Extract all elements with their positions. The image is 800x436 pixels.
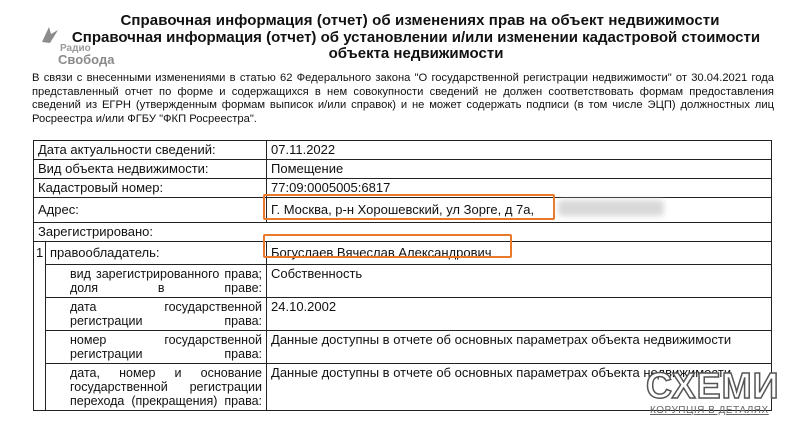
table-row xyxy=(34,160,772,179)
type-value: Помещение xyxy=(267,160,772,179)
intro-paragraph: В связи с внесенными изменениями в статью 62 Федерального закона "О государственной регистрации недвижимости" от 30.04.2021 года представленный отчет по форме и содержащихся в нем совокупности сведений не должен соответствовать формам предоставления сведений из ЕГРН (утвержденным формам выписок и/или справок) и не может содержать подписи (в том числе ЭЦП) должностных лиц Росреестра и/или ФГБУ "ФКП Росреестра". xyxy=(32,72,774,125)
table-row xyxy=(34,330,772,363)
cadastral-value: 77:09:0005005:6817 xyxy=(267,179,772,198)
row-number: 1 xyxy=(34,242,46,265)
address-value: Г. Москва, р-н Хорошевский, ул Зорге, д 7а, xyxy=(267,198,772,223)
registered-label: Зарегистрировано: xyxy=(34,223,772,242)
table-row xyxy=(34,223,772,242)
address-label: Адрес: xyxy=(34,198,267,223)
type-label: Вид объекта недвижимости: xyxy=(34,160,267,179)
table-row xyxy=(34,242,772,265)
watermark-tagline: КОРУПЦІЯ В ДЕТАЛЯХ xyxy=(650,405,769,416)
table-row xyxy=(34,264,772,297)
cadastral-label: Кадастровый номер: xyxy=(34,179,267,198)
owner-label: правообладатель: xyxy=(46,242,267,265)
reg-number-value: Данные доступны в отчете об основных параметрах объекта недвижимости xyxy=(267,330,772,363)
reg-date-value: 24.10.2002 xyxy=(267,297,772,330)
logo-name: Свобода xyxy=(58,52,115,67)
transfer-label: дата, номер и основание государственной регистрации перехода (прекращения) права: xyxy=(46,363,267,410)
document-title-1: Справочная информация (отчет) об изменениях прав на объект недвижимости xyxy=(120,12,720,29)
transfer-value: Данные доступны в отчете об основных параметрах объекта недвижимости xyxy=(267,363,772,410)
date-value: 07.11.2022 xyxy=(267,141,772,160)
skhemy-watermark xyxy=(606,365,780,425)
date-label: Дата актуальности сведений: xyxy=(34,141,267,160)
watermark-brand: СХЕМИ xyxy=(646,365,780,406)
reg-number-label: номер государственной регистрации права: xyxy=(46,330,267,363)
document-title-2: Справочная информация (отчет) об установлении и/или изменении кадастровой стоимости объекта недвижимости xyxy=(71,29,761,62)
reg-date-label: дата государственной регистрации права: xyxy=(46,297,267,330)
table-row xyxy=(34,179,772,198)
right-type-label: вид зарегистрированного права; доля в праве: xyxy=(46,264,267,297)
logo-name-top: Радио xyxy=(60,43,91,54)
right-type-value: Собственность xyxy=(267,264,772,297)
address-redaction xyxy=(558,200,664,216)
table-row xyxy=(34,297,772,330)
table-row xyxy=(34,141,772,160)
owner-value: Богуслаев Вячеслав Александрович xyxy=(267,242,772,265)
